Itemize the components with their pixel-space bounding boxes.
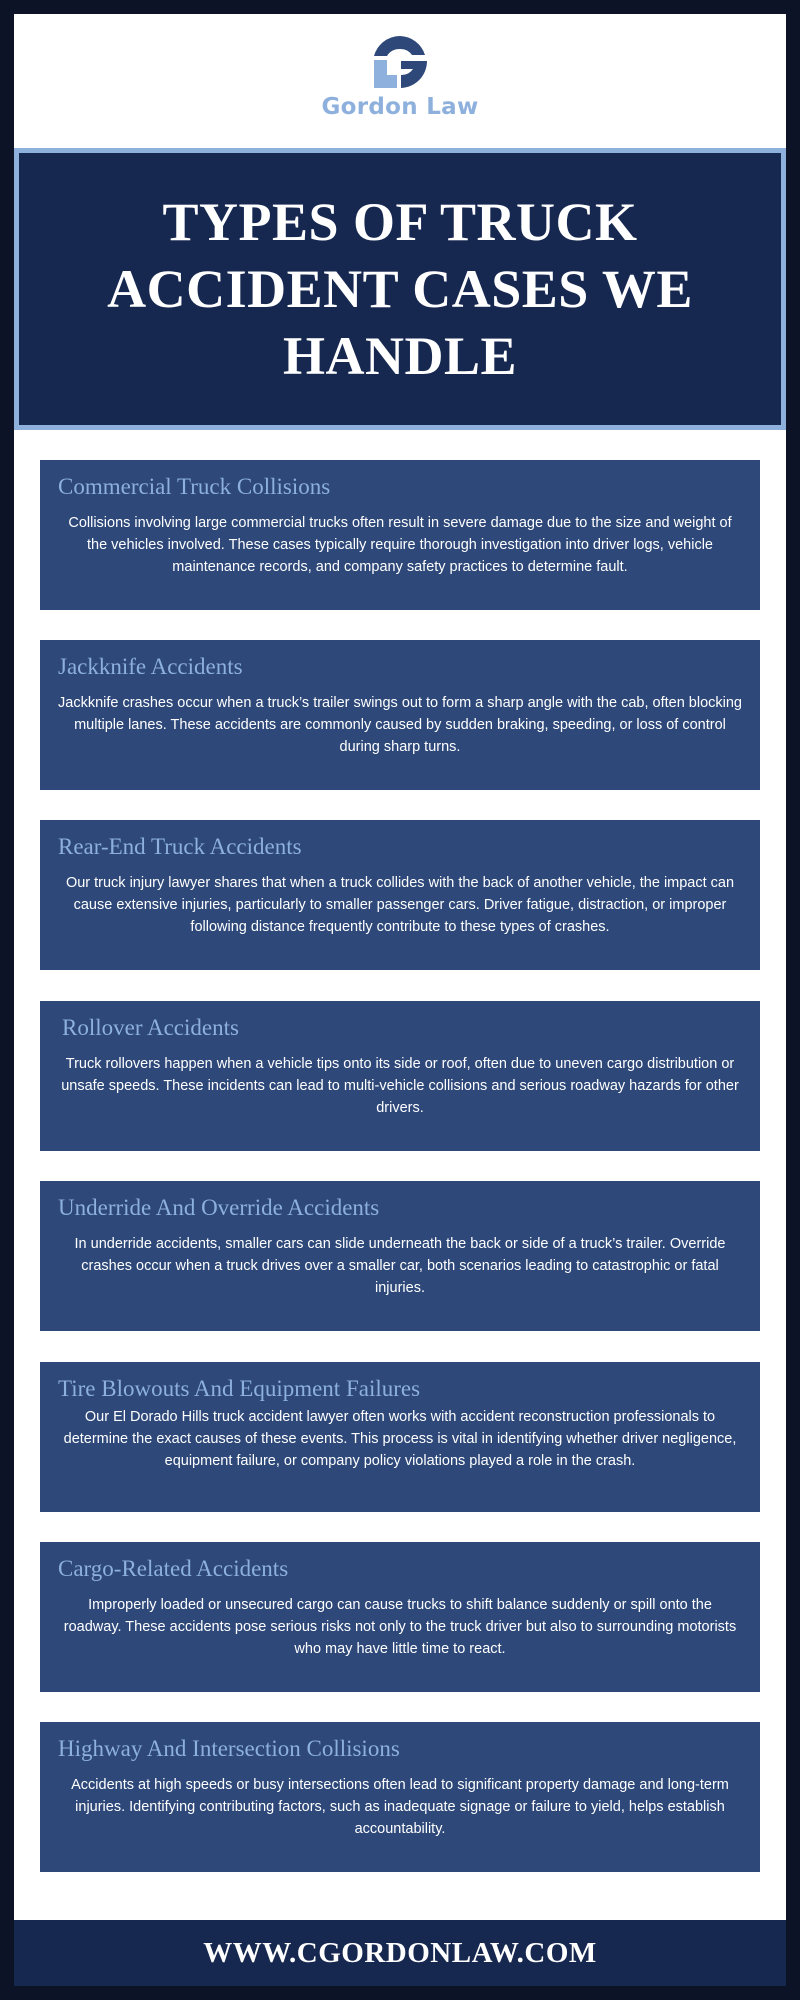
case-card-jackknife-accidents: [40, 640, 760, 790]
case-card-rollover-accidents: [40, 1001, 760, 1151]
card-title: Rollover Accidents: [62, 1015, 239, 1040]
page-title: TYPES OF TRUCK ACCIDENT CASES WE HANDLE: [107, 191, 693, 386]
case-card-underride-override-accidents: [40, 1181, 760, 1331]
card-body: Improperly loaded or unsecured cargo can cause trucks to shift balance suddenly or spill onto the roadway. These accidents pose serious risks not only to the truck driver but also to surrounding motorists who may have little time to react.: [63, 1597, 737, 1657]
case-card-cargo-related-accidents: [40, 1542, 760, 1692]
website-link[interactable]: WWW.CGORDONLAW.COM: [203, 1936, 597, 1969]
card-body: In underride accidents, smaller cars can slide underneath the back or side of a truck’s trailer. Override crashes occur when a truck drives over a smaller car, both scenarios leading to catastrophic or fatal injuries.: [74, 1236, 726, 1296]
card-body: Our El Dorado Hills truck accident lawyer often works with accident reconstruction professionals to determine the exact causes of these events. This process is vital in identifying whether driver negligence, equipment failure, or company policy violations played a role in the crash.: [63, 1409, 737, 1469]
card-title: Jackknife Accidents: [58, 654, 243, 679]
case-card-commercial-truck-collisions: [40, 460, 760, 610]
title-banner-inner: [19, 153, 781, 425]
card-body: Accidents at high speeds or busy intersections often lead to significant property damage and long-term injuries. Identifying contributing factors, such as inadequate signage or failure to yield, helps establish accountability.: [71, 1777, 729, 1837]
case-card-tire-blowouts-equipment-failures: [40, 1362, 760, 1512]
card-body: Our truck injury lawyer shares that when a truck collides with the back of another vehicle, the impact can cause extensive injuries, particularly to smaller passenger cars. Driver fatigue, distraction, or improper following distance frequently contribute to these types of crashes.: [65, 875, 735, 935]
card-title: Commercial Truck Collisions: [58, 474, 331, 499]
card-title: Highway And Intersection Collisions: [58, 1736, 400, 1761]
card-body: Truck rollovers happen when a vehicle tips onto its side or roof, often due to uneven cargo distribution or unsafe speeds. These incidents can lead to multi-vehicle collisions and serious roadway hazards for other drivers.: [61, 1056, 739, 1116]
case-card-highway-intersection-collisions: [40, 1722, 760, 1872]
card-body: Collisions involving large commercial trucks often result in severe damage due to the size and weight of the vehicles involved. These cases typically require thorough investigation into driver logs, vehicle maintenance records, and company safety practices to determine fault.: [68, 515, 732, 575]
gordon-law-logo-icon: [370, 34, 430, 90]
brand-name: Gordon Law: [321, 94, 479, 120]
case-card-rear-end-truck-accidents: [40, 820, 760, 970]
card-body: Jackknife crashes occur when a truck’s trailer swings out to form a sharp angle with the cab, often blocking multiple lanes. These accidents are commonly caused by sudden braking, speeding, or loss of control during sharp turns.: [58, 695, 742, 755]
card-title: Rear-End Truck Accidents: [58, 834, 302, 859]
logo: [14, 34, 786, 144]
card-title: Tire Blowouts And Equipment Failures: [58, 1376, 421, 1401]
infographic-sheet: [14, 14, 786, 1986]
footer: [14, 1920, 786, 1986]
title-banner: [14, 148, 786, 430]
card-title: Cargo-Related Accidents: [58, 1556, 289, 1581]
card-title: Underride And Override Accidents: [58, 1195, 380, 1220]
